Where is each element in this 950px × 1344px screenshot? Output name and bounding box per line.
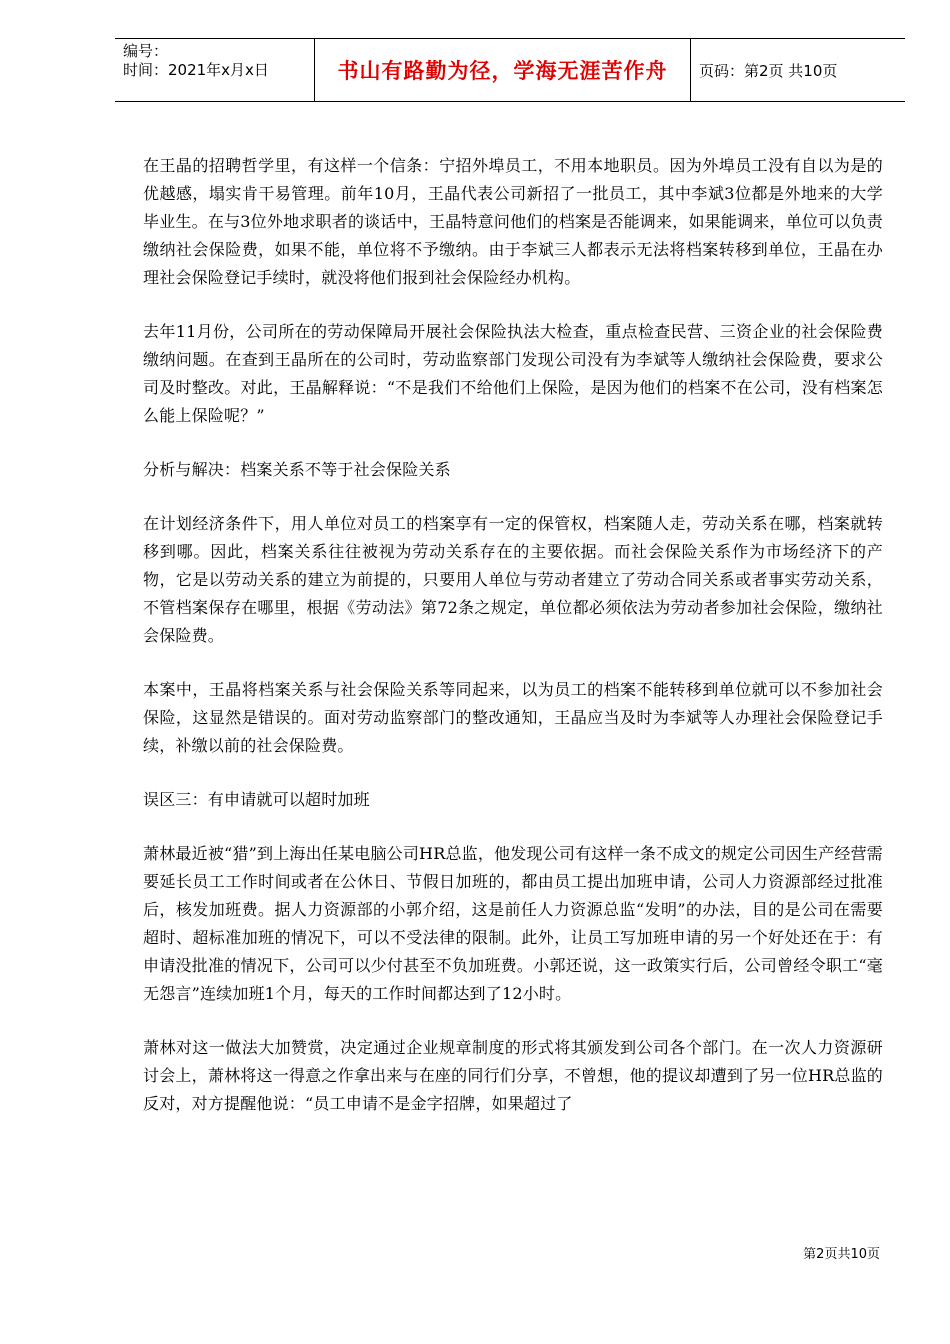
- paragraph: 萧林对这一做法大加赞赏，决定通过企业规章制度的形式将其颁发到公司各个部门。在一次人力资源研讨会上，萧林将这一得意之作拿出来与在座的同行们分享，不曾想，他的提议却遭到了另一位HR总监的反对，对方提醒他说：“员工申请不是金字招牌，如果超过了: [143, 1038, 883, 1113]
- section-heading: 分析与解决：档案关系不等于社会保险关系: [143, 460, 451, 479]
- page-info-text: 页码：第2页 共10页: [699, 61, 838, 80]
- header-meta: [115, 39, 315, 101]
- paragraph: 去年11月份，公司所在的劳动保障局开展社会保险执法大检查，重点检查民营、三资企业的社会保险费缴纳问题。在查到王晶所在的公司时，劳动监察部门发现公司没有为李斌等人缴纳社会保险费，要求公司及时整改。对此，王晶解释说：“不是我们不给他们上保险，是因为他们的档案不在公司，没有档案怎么能上保险呢？”: [143, 322, 883, 425]
- document-date: 时间：2021年x月x日: [123, 61, 269, 79]
- document-body: [143, 152, 883, 1144]
- page-footer: [803, 1243, 880, 1262]
- header-motto: 书山有路勤为径，学海无涯苦作舟: [337, 59, 668, 83]
- paragraph: 本案中，王晶将档案关系与社会保险关系等同起来，以为员工的档案不能转移到单位就可以不参加社会保险，这显然是错误的。面对劳动监察部门的整改通知，王晶应当及时为李斌等人办理社会保险登记手续，补缴以前的社会保险费。: [143, 680, 883, 755]
- footer-page-number: 第2页共10页: [803, 1247, 880, 1262]
- page-header: [115, 38, 905, 102]
- paragraph: 在计划经济条件下，用人单位对员工的档案享有一定的保管权，档案随人走，劳动关系在哪，档案就转移到哪。因此，档案关系往往被视为劳动关系存在的主要依据。而社会保险关系作为市场经济下的产物，它是以劳动关系的建立为前提的，只要用人单位与劳动者建立了劳动合同关系或者事实劳动关系，不管档案保存在哪里，根据《劳动法》第72条之规定，单位都必须依法为劳动者参加社会保险，缴纳社会保险费。: [143, 514, 883, 645]
- header-motto-cell: [315, 39, 691, 101]
- document-number-label: 编号：: [123, 42, 169, 60]
- paragraph: 萧林最近被“猎”到上海出任某电脑公司HR总监，他发现公司有这样一条不成文的规定公司因生产经营需要延长员工工作时间或者在公休日、节假日加班的，都由员工提出加班申请，公司人力资源部经过批准后，核发加班费。据人力资源部的小郭介绍，这是前任人力资源总监“发明”的办法，目的是公司在需要超时、超标准加班的情况下，可以不受法律的限制。此外，让员工写加班申请的另一个好处还在于：有申请没批准的情况下，公司可以少付甚至不负加班费。小郭还说，这一政策实行后，公司曾经令职工“毫无怨言”连续加班1个月，每天的工作时间都达到了12小时。: [143, 844, 883, 1003]
- paragraph: 在王晶的招聘哲学里，有这样一个信条：宁招外埠员工，不用本地职员。因为外埠员工没有自以为是的优越感，塌实肯干易管理。前年10月，王晶代表公司新招了一批员工，其中李斌3位都是外地来的大学毕业生。在与3位外地求职者的谈话中，王晶特意问他们的档案是否能调来，如果能调来，单位可以负责缴纳社会保险费，如果不能，单位将不予缴纳。由于李斌三人都表示无法将档案转移到单位，王晶在办理社会保险登记手续时，就没将他们报到社会保险经办机构。: [143, 156, 883, 287]
- section-heading: 误区三：有申请就可以超时加班: [143, 790, 370, 809]
- header-page-info: [691, 39, 905, 101]
